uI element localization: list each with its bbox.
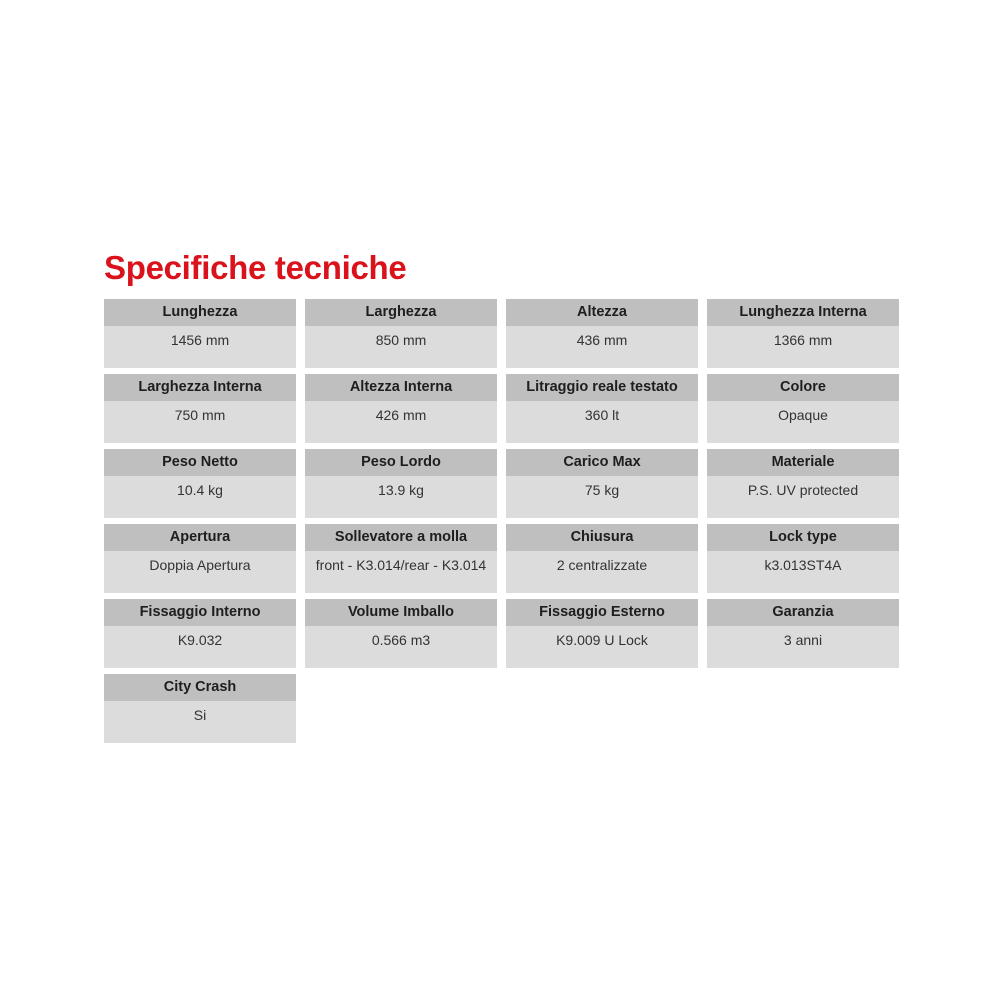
spec-label: City Crash [104,674,296,701]
spec-cell [305,599,497,668]
spec-cell [506,524,698,593]
spec-value: 360 lt [584,407,620,423]
spec-label: Sollevatore a molla [305,524,497,551]
spec-value: 1366 mm [773,332,833,348]
spec-cell [506,599,698,668]
spec-label: Fissaggio Interno [104,599,296,626]
spec-value: 750 mm [174,407,226,423]
spec-label: Apertura [104,524,296,551]
spec-label: Litraggio reale testato [506,374,698,401]
spec-cell [104,524,296,593]
spec-value: 2 centralizzate [556,557,648,573]
spec-value: Doppia Apertura [149,557,251,573]
spec-cell [104,299,296,368]
spec-cell [104,374,296,443]
spec-value: Si [193,707,207,723]
spec-label: Larghezza Interna [104,374,296,401]
spec-cell [506,374,698,443]
spec-value: 436 mm [576,332,628,348]
spec-label: Peso Netto [104,449,296,476]
spec-label: Volume Imballo [305,599,497,626]
spec-value: 1456 mm [170,332,230,348]
spec-label: Materiale [707,449,899,476]
spec-value: 13.9 kg [378,482,424,498]
spec-cell [305,299,497,368]
spec-cell [305,374,497,443]
specs-section [104,248,900,723]
spec-cell [707,599,899,668]
spec-value: 0.566 m3 [371,632,431,648]
spec-label: Colore [707,374,899,401]
spec-value: P.S. UV protected [747,482,859,498]
spec-label: Fissaggio Esterno [506,599,698,626]
spec-cell [707,449,899,518]
spec-value: K9.032 [177,632,223,648]
spec-label: Garanzia [707,599,899,626]
spec-label: Lunghezza Interna [707,299,899,326]
spec-value: Opaque [778,407,828,423]
spec-cell [506,449,698,518]
spec-cell [707,524,899,593]
spec-value: front - K3.014/rear - K3.014 [315,557,487,573]
spec-value: K9.009 U Lock [556,632,648,648]
spec-label: Carico Max [506,449,698,476]
spec-label: Peso Lordo [305,449,497,476]
spec-cell [104,449,296,518]
spec-cell [707,299,899,368]
spec-label: Lock type [707,524,899,551]
spec-cell [104,674,296,743]
spec-cell [104,599,296,668]
spec-label: Larghezza [305,299,497,326]
spec-value: k3.013ST4A [764,557,842,573]
spec-value: 10.4 kg [177,482,223,498]
spec-grid [104,299,900,743]
spec-value: 3 anni [783,632,823,648]
spec-value: 850 mm [375,332,427,348]
spec-label: Altezza [506,299,698,326]
spec-cell [506,299,698,368]
spec-cell [305,524,497,593]
spec-label: Chiusura [506,524,698,551]
spec-cell [305,449,497,518]
spec-value: 426 mm [375,407,427,423]
spec-value: 75 kg [584,482,620,498]
spec-label: Altezza Interna [305,374,497,401]
spec-cell [707,374,899,443]
section-title: Specifiche tecniche [104,249,407,286]
spec-label: Lunghezza [104,299,296,326]
